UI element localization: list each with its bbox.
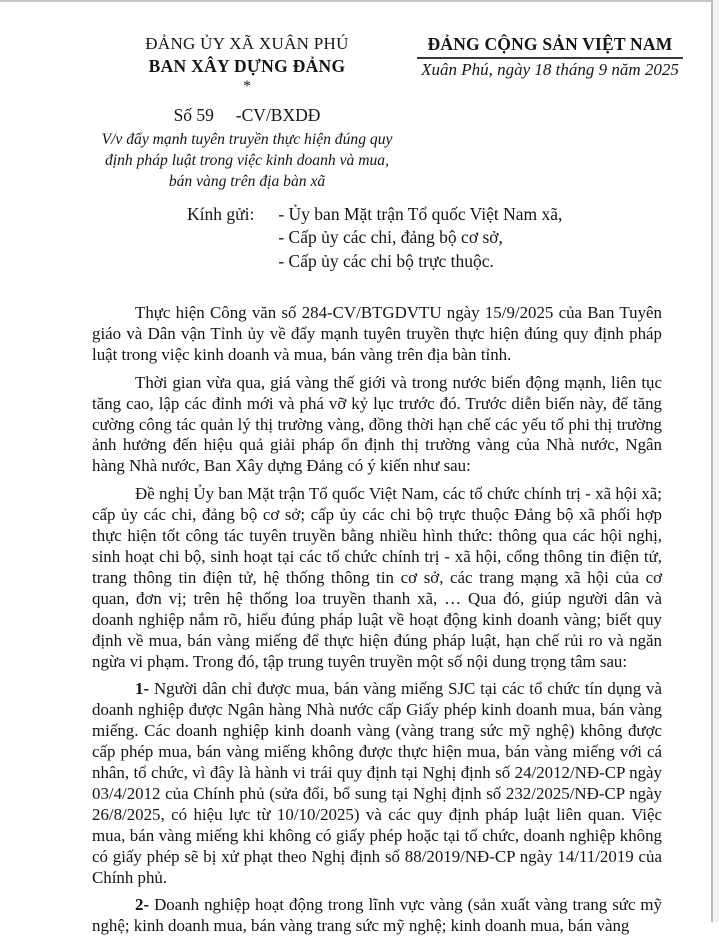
body-paragraph: [92, 303, 662, 366]
paragraph-text: Thời gian vừa qua, giá vàng thế giới và trong nước biến động mạnh, liên tục tăng cao, lập các đỉnh mới và phá vỡ kỷ lục trước đó. Trước diễn biến này, để tăng cường công tác quản lý thị trường vàng, đồng thời hạn chế các yếu tố phi thị trường ảnh hưởng đến hiệu quả giải pháp ổn định thị trường vàng của Nhà nước, Ngân hàng Nhà nước, Ban Xây dựng Đảng có ý kiến như sau:: [92, 372, 662, 476]
issuing-org-name: BAN XÂY DỰNG ĐẢNG: [148, 56, 346, 76]
recipient-list: [278, 203, 562, 273]
page-top-border: [0, 0, 719, 2]
document-body: [92, 303, 662, 944]
page-right-border: [711, 0, 713, 922]
page-right-gutter: [713, 0, 719, 922]
salutation-block: [187, 203, 562, 273]
body-paragraph: [92, 373, 662, 478]
paragraph-text: Người dân chỉ được mua, bán vàng miếng SJC tại các tổ chức tín dụng và doanh nghiệp được Ngân hàng Nhà nước cấp Giấy phép kinh doanh mua, bán vàng miếng. Các doanh nghiệp kinh doanh vàng (vàng trang sức mỹ nghệ) không được cấp phép mua, bán vàng miếng không được thực hiện mua, bán vàng miếng với cá nhân, tổ chức, vì đây là hành vi trái quy định tại Nghị định số 24/2012/NĐ-CP ngày 03/4/2012 của Chính phủ (sửa đổi, bổ sung tại Nghị định số 232/2025/NĐ-CP ngày 26/8/2025, có hiệu lực từ 10/10/2025) và các quy định pháp luật liên quan. Việc mua, bán vàng miếng khi không có giấy phép hoặc tại tổ chức, doanh nghiệp không có giấy phép sẽ bị xử phạt theo Nghị định số 88/2019/NĐ-CP ngày 14/11/2019 của Chính phủ.: [92, 679, 662, 887]
place-and-date: Xuân Phú, ngày 18 tháng 9 năm 2025: [421, 60, 679, 79]
paragraph-text: Đề nghị Ủy ban Mặt trận Tổ quốc Việt Nam, các tổ chức chính trị - xã hội xã; cấp ủy các chi, đảng bộ cơ sở; cấp ủy các chi bộ trực thuộc Đảng bộ xã phối hợp thực hiện tốt công tác tuyên truyền bằng nhiều hình thức: thông qua các hội nghị, sinh hoạt chi bộ, sinh hoạt tại các tổ chức chính trị - xã hội, cổng thông tin điện tử, trang thông tin điện tử, hệ thống thông tin cơ sở, các trang mạng xã hội của cơ quan, đơn vị; trên hệ thống loa truyền thanh xã, … Qua đó, giúp người dân và doanh nghiệp nắm rõ, hiểu đúng pháp luật về hoạt động kinh doanh vàng; biết quy định về mua, bán vàng miếng để thực hiện đúng pháp luật, hạn chế rủi ro và ngăn ngừa vi phạm. Trong đó, tập trung tuyên truyền một số nội dung trọng tâm sau:: [92, 484, 662, 671]
parent-org-name: ĐẢNG ỦY XÃ XUÂN PHÚ: [145, 34, 349, 53]
paragraph-text: Doanh nghiệp hoạt động trong lĩnh vực vàng (sản xuất vàng trang sức mỹ nghệ; kinh doanh mua, bán vàng trang sức mỹ nghệ; kinh doanh mua, bán vàng: [92, 895, 662, 936]
party-name: ĐẢNG CỘNG SẢN VIỆT NAM: [427, 34, 673, 54]
salutation-label: Kính gửi:: [187, 204, 255, 224]
recipient-item: - Cấp ủy các chi bộ trực thuộc.: [278, 250, 494, 271]
recipient-item: - Cấp ủy các chi, đảng bộ cơ sở,: [278, 227, 503, 248]
paragraph-text: Thực hiện Công văn số 284-CV/BTGDVTU ngày 15/9/2025 của Ban Tuyên giáo và Dân vận Tỉnh ủy về đẩy mạnh tuyên truyền thực hiện đúng quy định pháp luật trong việc kinh doanh và mua, bán vàng trên địa bàn tỉnh.: [92, 303, 662, 364]
issuer-block: [78, 34, 416, 192]
body-paragraph: [92, 895, 662, 937]
document-subject: V/v đẩy mạnh tuyên truyền thực hiện đúng quy định pháp luật trong việc kinh doanh và mua, bán vàng trên địa bàn xã: [101, 131, 393, 190]
body-paragraph: [92, 484, 662, 672]
star-separator: *: [243, 78, 251, 95]
body-paragraph: [92, 679, 662, 888]
paragraph-number: 1-: [135, 679, 150, 699]
party-name-underline: [417, 57, 683, 59]
national-header-block: [408, 34, 692, 80]
paragraph-number: 2-: [135, 895, 150, 915]
recipient-item: - Ủy ban Mặt trận Tổ quốc Việt Nam xã,: [278, 204, 563, 224]
document-number: Số 59 -CV/BXDĐ: [173, 105, 321, 125]
